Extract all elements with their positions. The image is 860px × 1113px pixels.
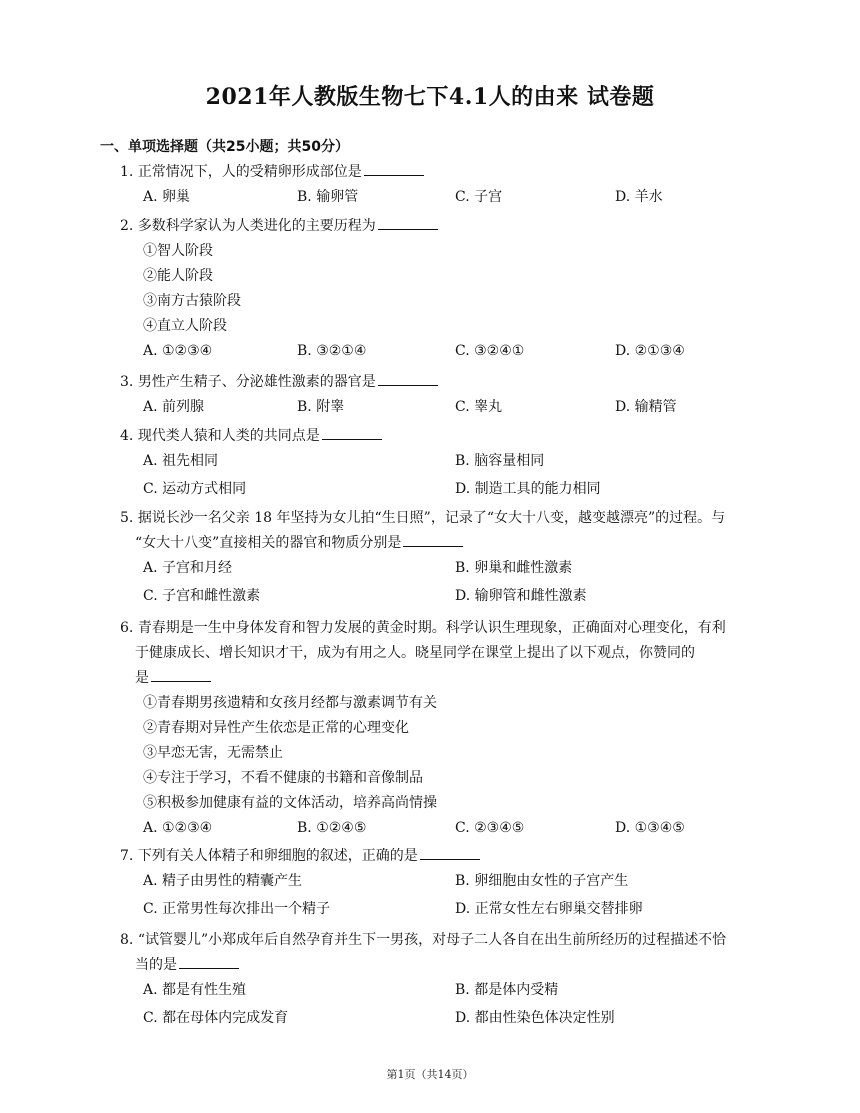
statement-3: ③早恋无害，无需禁止 [143, 745, 283, 761]
option-a[interactable]: A. 祖先相同 [143, 453, 219, 469]
question-stem [120, 424, 760, 449]
question-text: 据说长沙一名父亲 18 年坚持为女儿拍“生日照”，记录了“女大十八变，越变越漂亮”的过程。与 [137, 510, 726, 526]
question-text-cont: 当的是 [135, 957, 177, 973]
option-b[interactable]: B. 卵细胞由女性的子宫产生 [455, 873, 629, 889]
option-d[interactable]: D. 羊水 [615, 189, 663, 205]
option-d[interactable]: D. 都由性染色体决定性别 [455, 1010, 615, 1026]
answer-blank [378, 216, 438, 230]
option-c[interactable]: C. 运动方式相同 [143, 481, 247, 497]
option-c[interactable]: C. ③②④① [455, 343, 525, 359]
answer-blank [403, 533, 463, 547]
question-number: 2. [120, 218, 134, 234]
option-b[interactable]: B. 附睾 [297, 399, 345, 415]
question-number: 5. [120, 510, 134, 526]
statement-4: ④专注于学习，不看不健康的书籍和音像制品 [143, 770, 423, 786]
options-row-1 [120, 556, 760, 584]
statement-1: ①青春期男孩遗精和女孩月经都与激素调节有关 [143, 695, 437, 711]
options [120, 816, 760, 844]
question-text: 男性产生精子、分泌雄性激素的器官是 [137, 374, 376, 390]
option-b[interactable]: B. 卵巢和雌性激素 [455, 560, 573, 576]
question-stem [120, 214, 760, 239]
options-row-2 [120, 897, 760, 925]
section-header: 一、单项选择题（共25小题；共50分） [100, 139, 349, 155]
options-row-2 [120, 584, 760, 612]
statement-1: ①智人阶段 [143, 243, 213, 259]
option-b[interactable]: B. 输卵管 [297, 189, 359, 205]
option-b[interactable]: B. ③②①④ [297, 343, 367, 359]
exam-title: 2021年人教版生物七下4.1人的由来 试卷题 [205, 84, 655, 110]
option-d[interactable]: D. 输卵管和雌性激素 [455, 588, 587, 604]
question-text: 青春期是一生中身体发育和智力发展的黄金时期。科学认识生理现象，正确面对心理变化，有利 [137, 620, 726, 636]
option-c[interactable]: C. ②③④⑤ [455, 820, 525, 836]
question-number: 6. [120, 620, 134, 636]
option-c[interactable]: C. 都在母体内完成发育 [143, 1010, 289, 1026]
answer-blank [179, 955, 239, 969]
question-stem [120, 928, 760, 978]
option-a[interactable]: A. 精子由男性的精囊产生 [143, 873, 303, 889]
question-stem [120, 370, 760, 395]
option-a[interactable]: A. 子宫和月经 [143, 560, 233, 576]
question-8 [120, 928, 760, 1034]
options-row-2 [120, 1006, 760, 1034]
question-stem [120, 616, 760, 691]
question-4 [120, 424, 760, 505]
question-stem [120, 160, 760, 185]
statement-4: ④直立人阶段 [143, 318, 227, 334]
answer-blank [364, 162, 424, 176]
options [120, 395, 760, 423]
option-d[interactable]: D. ②①③④ [615, 343, 685, 359]
option-c[interactable]: C. 正常男性每次排出一个精子 [143, 901, 331, 917]
question-stem [120, 844, 760, 869]
statement-2: ②能人阶段 [143, 268, 213, 284]
option-a[interactable]: A. 都是有性生殖 [143, 982, 247, 998]
answer-blank [378, 372, 438, 386]
option-b[interactable]: B. 都是体内受精 [455, 982, 559, 998]
question-text-cont: 是 [135, 670, 149, 686]
option-d[interactable]: D. 输精管 [615, 399, 677, 415]
option-c[interactable]: C. 子宫和雌性激素 [143, 588, 261, 604]
options-row-2 [120, 477, 760, 505]
options-row-1 [120, 978, 760, 1006]
question-7 [120, 844, 760, 925]
question-text-cont: “女大十八变”直接相关的器官和物质分别是 [135, 535, 402, 551]
answer-blank [322, 426, 382, 440]
question-number: 8. [120, 932, 134, 948]
question-1 [120, 160, 760, 213]
option-a[interactable]: A. 前列腺 [143, 399, 205, 415]
answer-blank [420, 846, 480, 860]
question-stem [120, 506, 760, 556]
option-d[interactable]: D. 正常女性左右卵巢交替排卵 [455, 901, 643, 917]
statement-3: ③南方古猿阶段 [143, 293, 241, 309]
option-d[interactable]: D. ①③④⑤ [615, 820, 685, 836]
question-text: 现代类人猿和人类的共同点是 [137, 428, 320, 444]
option-b[interactable]: B. 脑容量相同 [455, 453, 545, 469]
statement-2: ②青春期对异性产生依恋是正常的心理变化 [143, 720, 409, 736]
question-text: “试管婴儿”小郑成年后自然孕育并生下一男孩，对母子二人各自在出生前所经历的过程描述不恰 [137, 932, 727, 948]
question-text: 多数科学家认为人类进化的主要历程为 [137, 218, 376, 234]
question-text: 下列有关人体精子和卵细胞的叙述，正确的是 [137, 848, 418, 864]
answer-blank [151, 668, 211, 682]
question-number: 3. [120, 374, 134, 390]
question-6 [120, 616, 760, 844]
statement-5: ⑤积极参加健康有益的文体活动，培养高尚情操 [143, 795, 437, 811]
option-a[interactable]: A. ①②③④ [143, 820, 213, 836]
page-footer: 第1页（共14页） [386, 1068, 474, 1081]
question-number: 4. [120, 428, 134, 444]
question-3 [120, 370, 760, 423]
question-number: 7. [120, 848, 134, 864]
question-5 [120, 506, 760, 612]
option-b[interactable]: B. ①②④⑤ [297, 820, 367, 836]
question-number: 1. [120, 164, 134, 180]
options [120, 339, 760, 367]
question-2 [120, 214, 760, 367]
option-a[interactable]: A. ①②③④ [143, 343, 213, 359]
options-row-1 [120, 449, 760, 477]
option-d[interactable]: D. 制造工具的能力相同 [455, 481, 601, 497]
option-a[interactable]: A. 卵巢 [143, 189, 191, 205]
question-text-cont: 于健康成长、增长知识才干，成为有用之人。晓星同学在课堂上提出了以下观点，你赞同的 [135, 645, 695, 661]
option-c[interactable]: C. 子宫 [455, 189, 503, 205]
options [120, 185, 760, 213]
options-row-1 [120, 869, 760, 897]
question-text: 正常情况下，人的受精卵形成部位是 [137, 164, 362, 180]
option-c[interactable]: C. 睾丸 [455, 399, 503, 415]
